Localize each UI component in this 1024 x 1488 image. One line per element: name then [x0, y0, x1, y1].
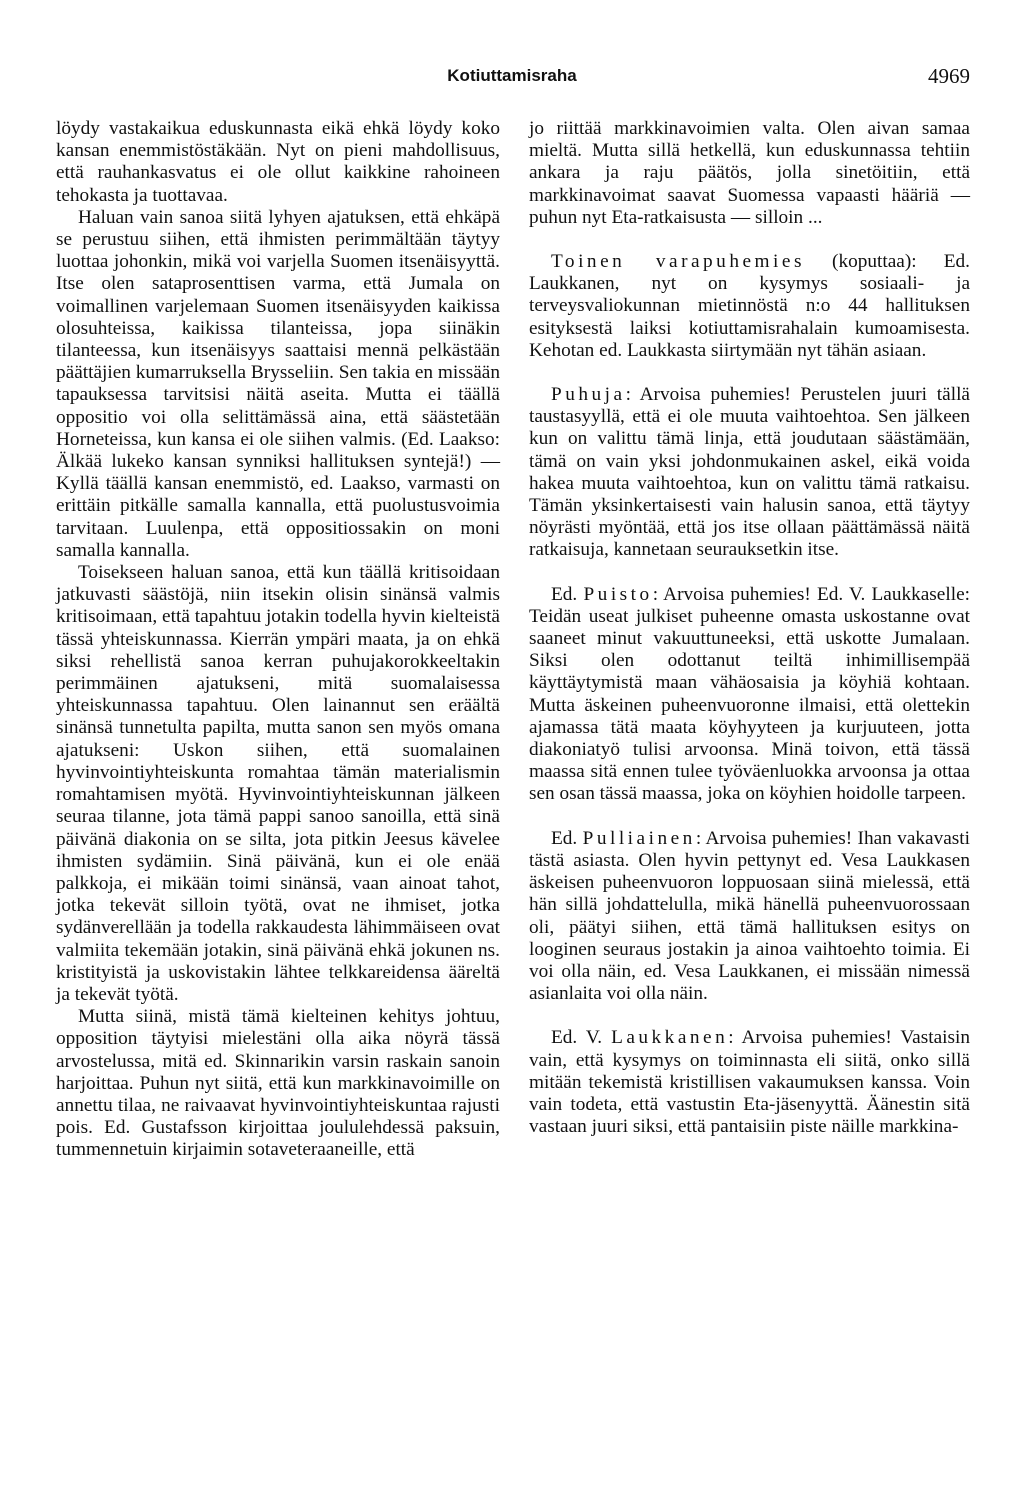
speaker-name: Puisto [583, 583, 653, 605]
speech-text: : Arvoisa puhemies! Perustelen juuri tällä taustasyyllä, että ei ole muuta vaihtoehtoa. Sen jälkeen kun on valittu tämä linja, että joudutaan säästämään, tämä on vain yksi johdonmukainen askel, eikä voida hakea muuta vaihtoehtoa, kun on valittu tämä ratkaisu. Tämän yksinkertaisesti vain halusin sanoa, että täytyy nöyrästi myöntää, että jos itse ollaan päättämässä näitä ratkaisuja, kannetaan seurauksetkin itse. [529, 384, 970, 561]
speech-paragraph [529, 584, 970, 806]
speech-paragraph [529, 384, 970, 562]
speaker-name: Pulliainen [582, 827, 696, 849]
speech-text: : Arvoisa puhemies! Ihan vakavasti tästä asiasta. Olen hyvin pettynyt ed. Vesa Laukkasen äskeisen puheenvuoron loppuosaan siinä mielessä, että hän sillä johdattelulla, mikä hänellä puheenvuorossaan oli, päätyi siihen, että tämä hallituksen esitys on looginen seuraus jostakin ja ainoa vaihtoehto toimia. Ei voi olla näin, ed. Vesa Laukkanen, ei missään nimessä asianlaita voi olla näin. [529, 827, 970, 1005]
speech-paragraph [529, 1027, 970, 1138]
speaker-prefix: Ed. [551, 583, 584, 605]
speaker-name: Toinen varapuhemies [551, 251, 805, 273]
right-column [529, 118, 970, 1138]
paragraph: Toisekseen haluan sanoa, että kun täällä kritisoidaan jatkuvasti säästöjä, niin itsekin olisin sinänsä valmis kritisoimaan, että tapahtuu jotakin todella hyvin kielteistä tässä yhteiskunnassa. Kierrän ympäri maata, ja on ehkä siksi rehellistä sanoa kerran puhujakorokkeeltakin perimmäinen ajatukseni, mitä suomalaisessa yhteiskunnassa tapahtuu. Olen lainannut sen eräältä sinänsä tunnetulta papilta, mutta sanon sen myös omana ajatukseni: Uskon siihen, että suomalainen hyvinvointiyhteiskunta romahtaa tämän materialismin romahtamisen myötä. Hyvinvointiyhteiskunnan jälkeen seuraa tilanne, jota tämä pappi sanoo sanoilla, että sinä päivänä diakonia on se silta, jota pitkin Jeesus kävelee ihmisten sydämiin. Sinä päivänä, kun ei ole enää palkkoja, ei mikään toimi sinänsä, vaan ainoat tahot, jotka tekevät silloin työtä, ovat ne ihmiset, jotka sydänverellään ja todella rakkaudesta lähimmäiseen ovat valmiita tekemään jotakin, sinä päivänä ehkä jokunen ns. kristityistä ja uskovistakin lähtee telkkareidensa ääreltä ja tekevät työtä. [56, 562, 500, 1005]
speaker-name: Puhuja [551, 384, 626, 406]
paragraph: jo riittää markkinavoimien valta. Olen aivan samaa mieltä. Mutta sillä hetkellä, kun eduskunnassa tehtiin ankara ja raju päätös, jolla sinetöitiin, että markkinavoimat saavat Suomessa vapaasti hääriä — puhun nyt Eta-ratkaisusta — silloin ... [529, 118, 970, 228]
speaker-prefix: Ed. V. [551, 1027, 612, 1049]
running-title: Kotiuttamisraha [447, 66, 577, 85]
speaker-prefix: Ed. [551, 827, 583, 849]
paragraph: Haluan vain sanoa siitä lyhyen ajatuksen, että ehkäpä se perustuu siihen, että ihmisten perimmältään täytyy luottaa johonkin, mikä voi varjella Suomen itsenäisyyttä. Itse olen sataprosenttisen varma, että Jumala on voimallinen varjelemaan Suomen itsenäisyyden kaikissa olosuhteissa, kaikissa tilanteissa, jopa siinäkin tilanteessa, kun itsenäisyys saattaisi mennä pelkästään päättäjien kumarruksella Brysseliin. Sen takia en missään tapauksessa tarvitsisi näitä aseita. Mutta ei täällä oppositio voi olla selittämässä aina, että säästetään Horneteissa, kun kansa ei ole siihen valmis. (Ed. Laakso: Älkää lukeko kansan synniksi hallituksen syntejä!) — Kyllä täällä kansan enemmistö, ed. Laakso, varmasti on erittäin pitkälle samalla kannalla, että puolustusvoimia tarvitaan. Luulenpa, että oppositiossakin on moni samalla kannalla. [56, 206, 500, 561]
speech-paragraph [529, 251, 970, 362]
speech-text: : Arvoisa puhemies! Ed. V. Laukkaselle: Teidän useat julkiset puheenne omasta uskostanne ovat saaneet minut vakuuttuneeksi, että uskotte Jumalaan. Siksi olen odottanut teiltä inhimillisempää käyttäytymistä maan vähäosaisia ja köyhiä kohtaan. Mutta äskeinen puheenvuoronne ilmaisi, että olettekin ajamassa tätä maata köyhyyteen ja kurjuuteen, jotta diakoniatyö tulisi arvoonsa. Minä toivon, että tässä maassa sitä ennen tulee työväenluokka arvoonsa ja ottaa sen osan tässä maassa, joka on köyhien hoidolle tarpeen. [529, 583, 970, 805]
paragraph: löydy vastakaikua eduskunnasta eikä ehkä löydy koko kansan enemmistöstäkään. Nyt on pieni mahdollisuus, että rauhankasvatus ei ole ollut kaikkine rahoineen tehokasta ja tuottavaa. [56, 118, 500, 206]
left-column [56, 118, 500, 1162]
speech-paragraph [529, 828, 970, 1006]
page-number: 4969 [928, 64, 970, 88]
speaker-name: Laukkanen [611, 1027, 729, 1049]
speech-text: (koputtaa): Ed. Laukkanen, nyt on kysymys sosiaali- ja terveysvaliokunnan mietinnöstä n:o 44 hallituksen esityksestä laiksi kotiuttamisrahalain kumoamisesta. Kehotan ed. Laukkasta siirtymään nyt tähän asiaan. [529, 251, 970, 361]
speech-text: : Arvoisa puhemies! Vastaisin vain, että kysymys on toiminnasta eli siitä, onko sillä mitään tekemistä kristillisen vakaumuksen kanssa. Voin vain todeta, että vastustin Eta-jäsenyyttä. Äänestin sitä vastaan juuri siksi, että pantaisiin piste näille markkina- [529, 1027, 970, 1138]
paragraph: Mutta siinä, mistä tämä kielteinen kehitys johtuu, opposition täytyisi mielestäni olla aika nöyrä tässä arvostelussa, mitä ed. Skinnarikin varsin raskain sanoin harjoittaa. Puhun nyt siitä, että kun markkinavoimille on annettu tilaa, ne raivaavat hyvinvointiyhteiskuntaa rajusti pois. Ed. Gustafsson kirjoittaa joululehdessä paksuin, tummennetuin kirjaimin sotaveteraaneille, että [56, 1006, 500, 1161]
